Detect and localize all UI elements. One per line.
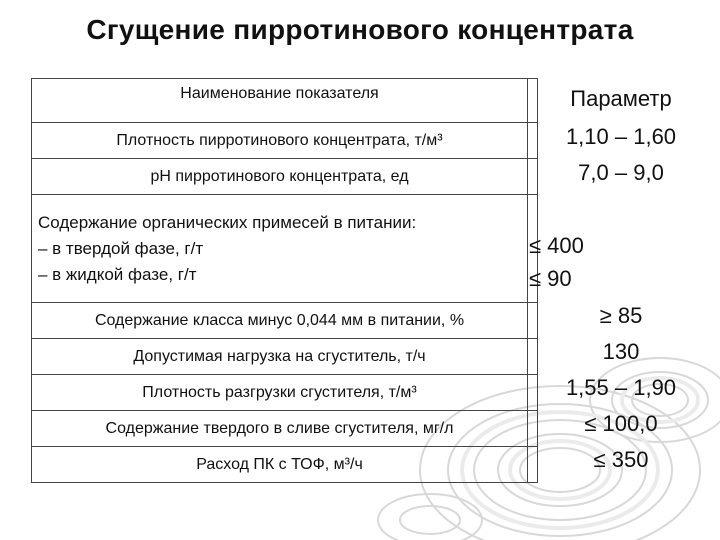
table-row	[32, 375, 538, 411]
table-row	[32, 411, 538, 447]
row-name: Расход ПК с ТОФ, м³/ч	[32, 447, 528, 483]
row-name: Плотность пирротинового концентрата, т/м³	[32, 123, 528, 159]
row-value: 7,0 – 9,0	[578, 160, 664, 185]
row-name: Плотность разгрузки сгустителя, т/м³	[32, 375, 528, 411]
header-param-cell: Параметр	[570, 86, 672, 111]
row-name-line: Содержание органических примесей в питании:	[38, 212, 417, 232]
page-title: Сгущение пирротинового концентрата	[86, 14, 634, 45]
row-value: ≤ 100,0	[584, 411, 658, 436]
row-value: 130	[602, 339, 640, 364]
parameters-table	[31, 78, 538, 483]
row-value: ≤ 90	[529, 266, 572, 291]
row-name: Содержание твердого в сливе сгустителя, мг/л	[32, 411, 528, 447]
row-value: 1,55 – 1,90	[565, 375, 677, 400]
header-spacer-cell	[528, 79, 538, 123]
row-name: Содержание класса минус 0,044 мм в питании, %	[32, 303, 528, 339]
row-name: pH пирротинового концентрата, ед	[32, 159, 528, 195]
table-header-row	[32, 79, 538, 123]
row-value: ≤ 400	[529, 233, 584, 258]
row-name-line: – в жидкой фазе, г/т	[38, 264, 197, 284]
header-name-cell: Наименование показателя	[32, 79, 528, 123]
row-name-organic-impurities	[32, 195, 528, 303]
table-row	[32, 195, 538, 303]
table-row	[32, 159, 538, 195]
row-name: Допустимая нагрузка на сгуститель, т/ч	[32, 339, 528, 375]
row-value: ≥ 85	[599, 303, 643, 328]
table-row	[32, 447, 538, 483]
row-name-line: – в твердой фазе, г/т	[38, 238, 204, 258]
table-row	[32, 339, 538, 375]
table-row	[32, 123, 538, 159]
row-value: 1,10 – 1,60	[565, 124, 677, 149]
table-row	[32, 303, 538, 339]
row-value: ≤ 350	[593, 447, 649, 472]
